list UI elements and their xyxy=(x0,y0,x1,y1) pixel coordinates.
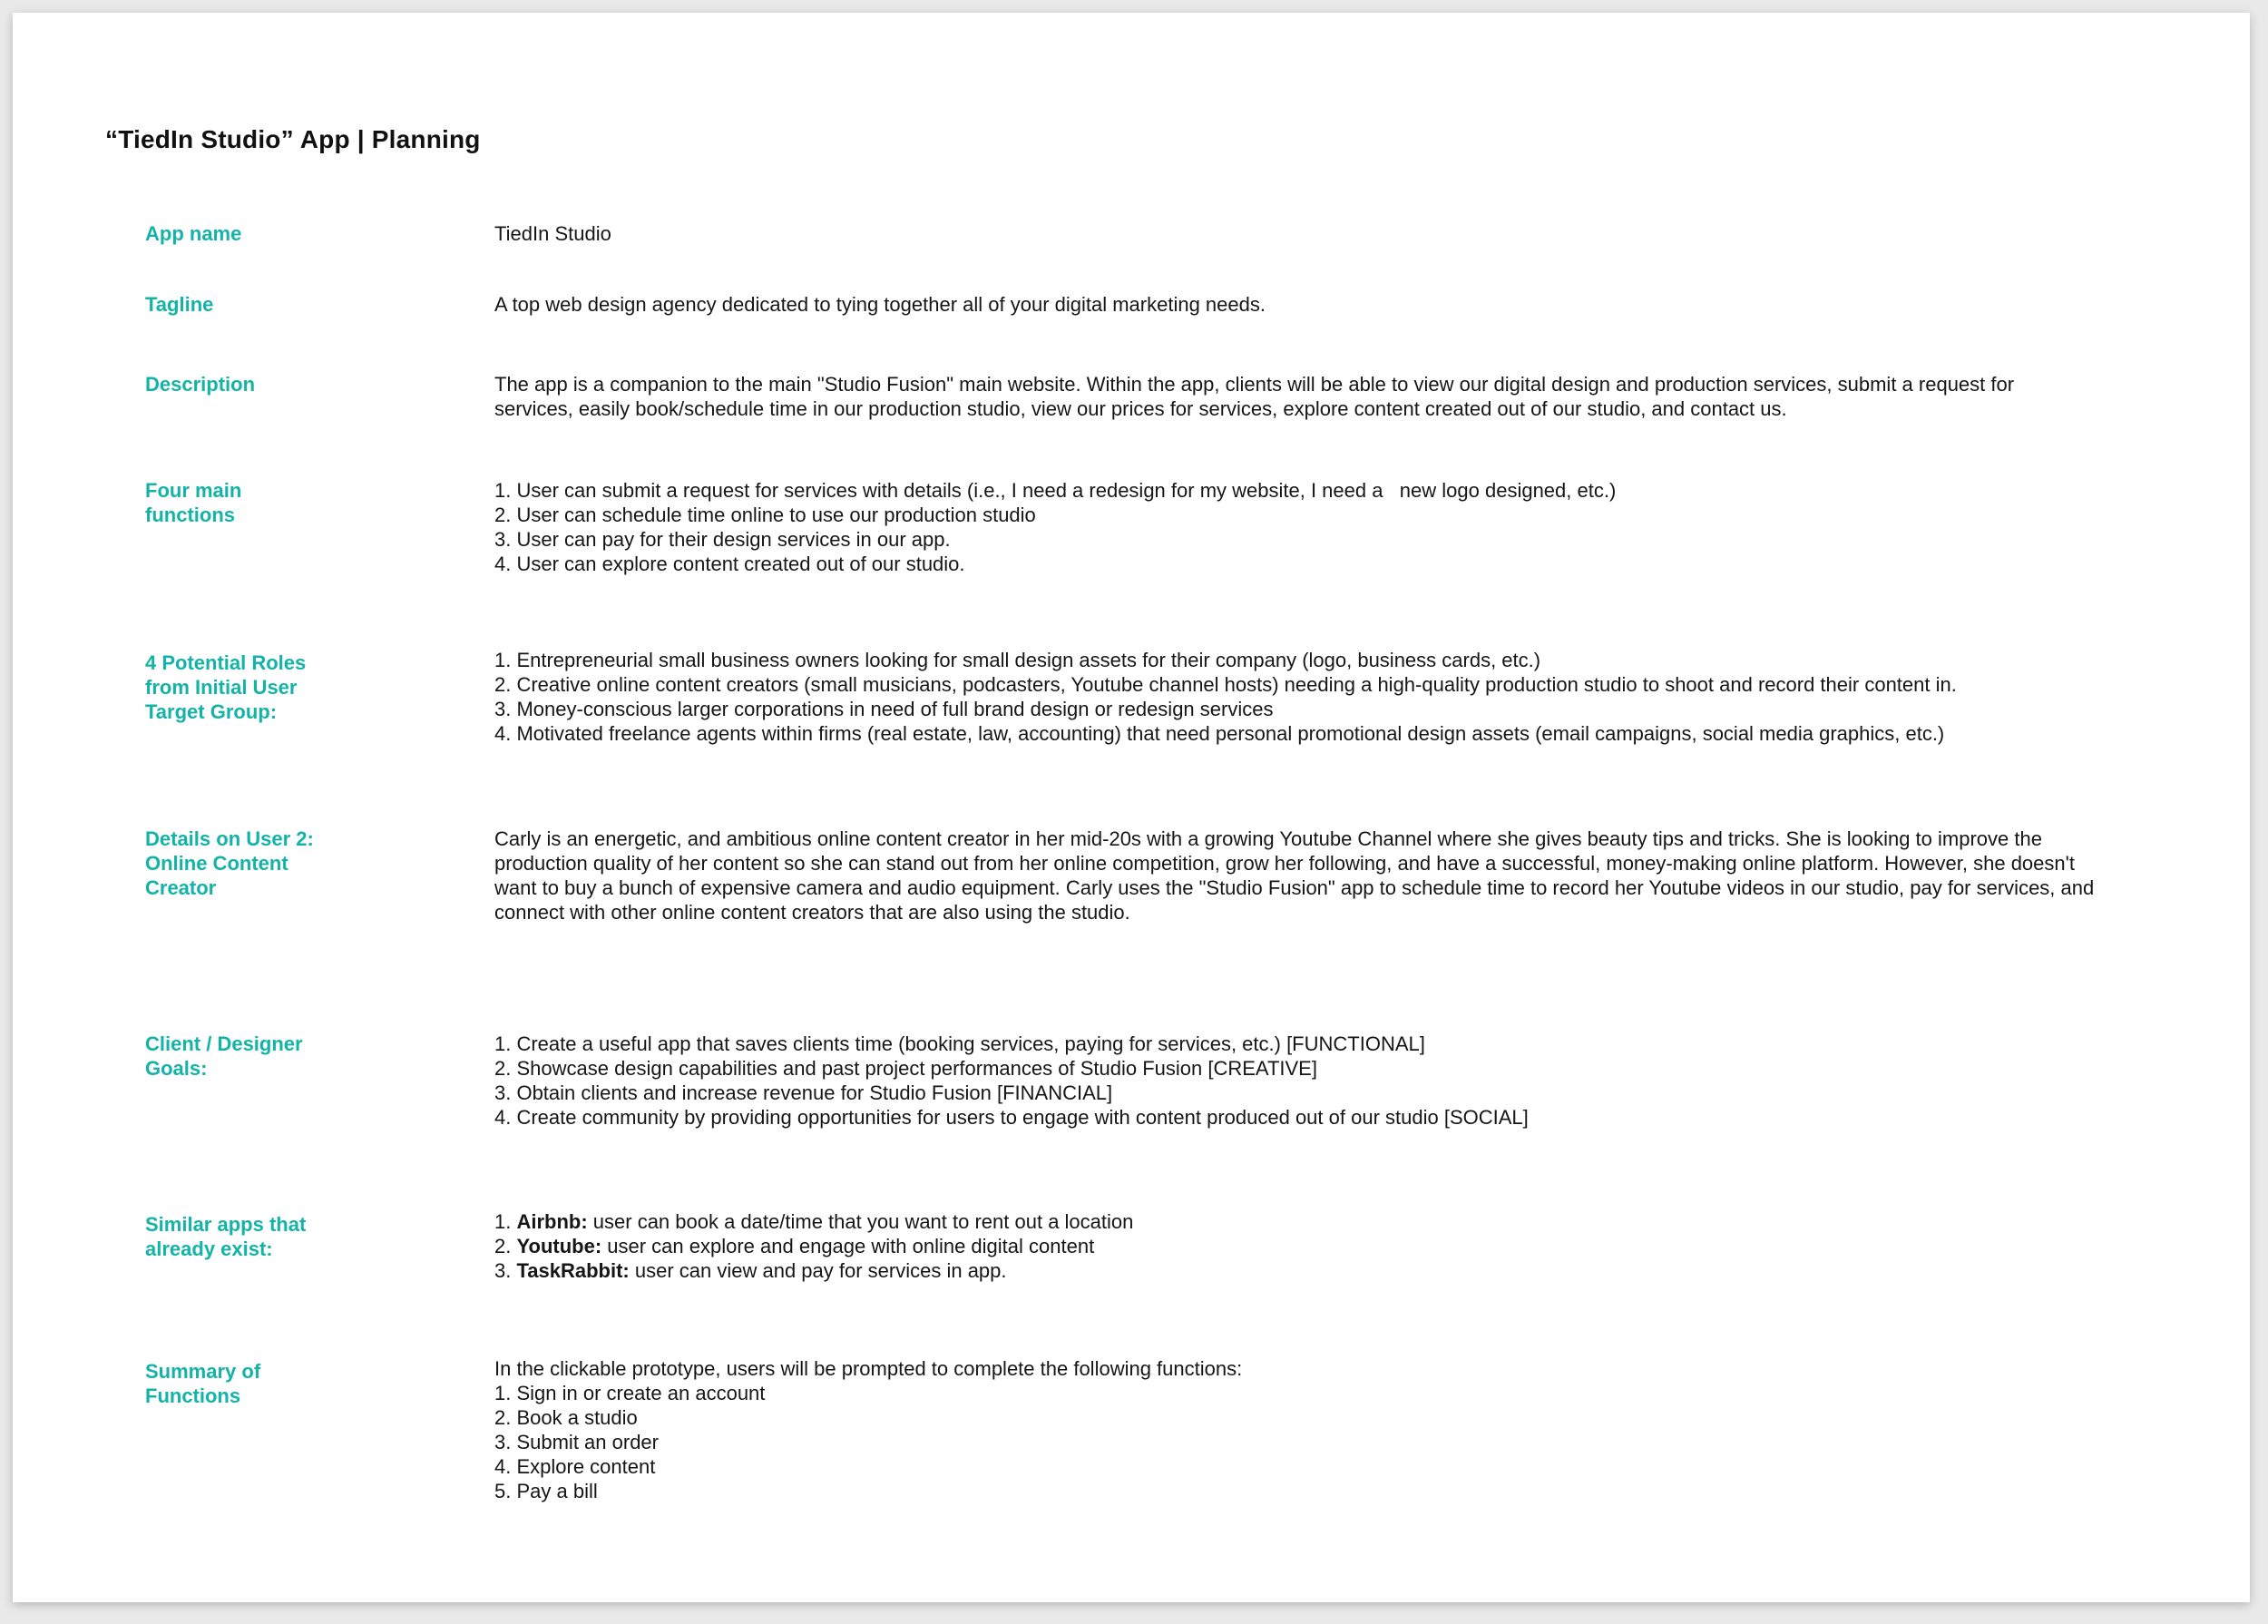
label-line: Online Content xyxy=(145,852,288,875)
label-line: Client / Designer xyxy=(145,1032,303,1055)
label-line: Creator xyxy=(145,876,217,899)
list-item: 1. Entrepreneurial small business owners looking for small design assets for their company (logo, business cards, etc.) xyxy=(494,649,1541,671)
goals-label xyxy=(145,1032,417,1081)
list-item: 1. Sign in or create an account xyxy=(494,1382,766,1404)
paragraph-line: production quality of her content so she can stand out from her online competition, grow her following, and have a successful, money-making online platform. However, she doesn't xyxy=(494,852,2075,875)
app-name-value: TiedIn Studio xyxy=(494,222,611,245)
summary-list xyxy=(494,1356,2173,1503)
document-page xyxy=(13,13,2250,1602)
description-label: Description xyxy=(145,373,256,396)
description-line: services, easily book/schedule time in our production studio, view our prices for services, explore content created out of our studio, and contact us. xyxy=(494,397,1787,420)
potential-roles-list xyxy=(494,648,2173,746)
summary-label xyxy=(145,1359,417,1408)
four-main-functions-list xyxy=(494,478,2173,576)
app-name-label: App name xyxy=(145,222,242,245)
label-line: Similar apps that xyxy=(145,1213,307,1236)
goals-list xyxy=(494,1032,2173,1130)
description-line: The app is a companion to the main "Studio Fusion" main website. Within the app, clients will be able to view our digital design and production services, submit a request for xyxy=(494,373,2015,396)
list-item: 4. Explore content xyxy=(494,1455,656,1478)
label-line: from Initial User xyxy=(145,676,298,699)
label-line: already exist: xyxy=(145,1238,273,1260)
list-item: 2. Showcase design capabilities and past project performances of Studio Fusion [CREATIVE] xyxy=(494,1057,1317,1080)
label-line: Target Group: xyxy=(145,700,278,723)
label-line: Details on User 2: xyxy=(145,827,314,850)
list-item: 2. User can schedule time online to use our production studio xyxy=(494,504,1036,526)
label-line: Goals: xyxy=(145,1057,208,1080)
similar-apps-list xyxy=(494,1209,2173,1283)
list-item: 4. Motivated freelance agents within firms (real estate, law, accounting) that need personal promotional design assets (email campaigns, social media graphics, etc.) xyxy=(494,722,1945,745)
summary-intro: In the clickable prototype, users will be prompted to complete the following functions: xyxy=(494,1357,1243,1380)
list-item: 1. Create a useful app that saves clients time (booking services, paying for services, etc.) [FUNCTIONAL] xyxy=(494,1032,1425,1055)
tagline-value: A top web design agency dedicated to tying together all of your digital marketing needs. xyxy=(494,293,1266,316)
list-item: 2. Creative online content creators (small musicians, podcasters, Youtube channel hosts) needing a high-quality production studio to shoot and record their content in. xyxy=(494,673,1957,696)
user2-details-text xyxy=(494,827,2173,925)
label-line: Functions xyxy=(145,1384,241,1407)
list-item: 3. TaskRabbit: user can view and pay for services in app. xyxy=(494,1259,1007,1282)
app-name: Youtube: xyxy=(516,1235,602,1257)
tagline-label: Tagline xyxy=(145,293,214,316)
list-item: 3. Money-conscious larger corporations in need of full brand design or redesign services xyxy=(494,698,1274,720)
paragraph-line: want to buy a bunch of expensive camera and audio equipment. Carly uses the "Studio Fusion" app to schedule time to record her Youtube videos in our studio, pay for services, and xyxy=(494,876,2095,899)
label-line: 4 Potential Roles xyxy=(145,651,307,674)
list-item: 5. Pay a bill xyxy=(494,1480,598,1502)
label-line: functions xyxy=(145,504,235,526)
four-main-functions-label xyxy=(145,478,417,527)
paragraph-line: connect with other online content creators that are also using the studio. xyxy=(494,901,1130,924)
app-name: Airbnb: xyxy=(516,1210,588,1233)
list-item: 4. Create community by providing opportunities for users to engage with content produced out of our studio [SOCIAL] xyxy=(494,1106,1529,1129)
list-item: 2. Book a studio xyxy=(494,1406,638,1429)
list-item: 3. Obtain clients and increase revenue for Studio Fusion [FINANCIAL] xyxy=(494,1081,1113,1104)
list-item: 1. Airbnb: user can book a date/time that you want to rent out a location xyxy=(494,1210,1134,1233)
paragraph-line: Carly is an energetic, and ambitious online content creator in her mid-20s with a growing Youtube Channel where she gives beauty tips and tricks. She is looking to improve the xyxy=(494,827,2042,850)
user2-details-label xyxy=(145,827,417,900)
list-item: 2. Youtube: user can explore and engage with online digital content xyxy=(494,1235,1095,1257)
description-value xyxy=(494,372,2173,421)
document-title: “TiedIn Studio” App | Planning xyxy=(105,125,481,153)
label-line: Four main xyxy=(145,479,242,502)
list-item: 3. Submit an order xyxy=(494,1431,659,1453)
list-item: 3. User can pay for their design services in our app. xyxy=(494,528,951,551)
app-name: TaskRabbit: xyxy=(516,1259,630,1282)
label-line: Summary of xyxy=(145,1360,261,1383)
similar-apps-label xyxy=(145,1212,417,1261)
list-item: 1. User can submit a request for services with details (i.e., I need a redesign for my website, I need a new logo designed, etc.) xyxy=(494,479,1617,502)
list-item: 4. User can explore content created out of our studio. xyxy=(494,553,965,575)
potential-roles-label xyxy=(145,651,417,724)
